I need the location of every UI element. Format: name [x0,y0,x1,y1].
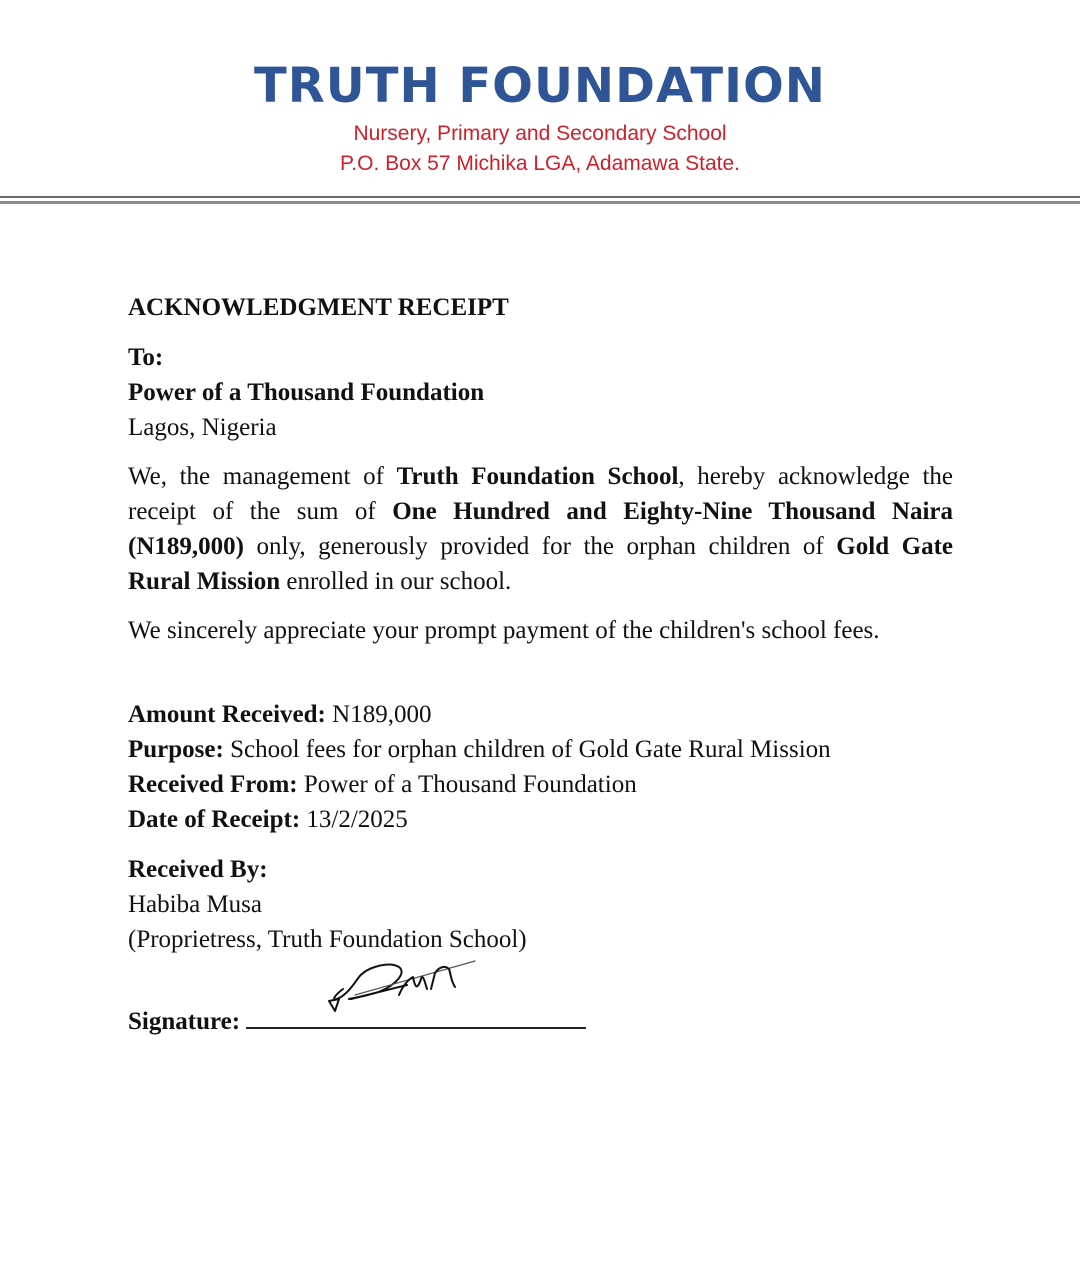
detail-value: 13/2/2025 [300,806,408,833]
detail-label: Purpose: [128,736,224,763]
handwritten-signature-icon [315,955,480,1020]
document-heading: ACKNOWLEDGMENT RECEIPT [128,294,509,321]
acknowledgment-paragraph [128,459,953,599]
detail-value: School fees for orphan children of Gold Gate Rural Mission [223,736,831,763]
organization-title: TRUTH FOUNDATION [254,58,826,114]
paragraph-text: enrolled in our school. [280,568,512,595]
receiver-title: (Proprietress, Truth Foundation School) [128,926,527,953]
detail-label: Date of Receipt: [128,806,301,833]
paragraph-text: , hereby acknowledge the receipt of the sum of [128,463,954,525]
mission-name: Gold Gate Rural Mission [128,533,953,595]
detail-date [128,802,953,837]
recipient-name: Power of a Thousand Foundation [128,379,485,406]
detail-label: Received From: [128,771,298,798]
detail-value: Power of a Thousand Foundation [297,771,637,798]
letterhead [0,0,1080,210]
detail-received-from [128,767,953,802]
appreciation-paragraph: We sincerely appreciate your prompt payment of the children's school fees. [128,617,880,644]
detail-amount [128,697,953,732]
recipient-location: Lagos, Nigeria [128,414,277,441]
received-by-label: Received By: [128,856,268,883]
header-divider-thick [0,201,1080,204]
signature-block [128,997,953,1039]
recipient-label: To: [128,344,164,371]
organization-address: P.O. Box 57 Michika LGA, Adamawa State. [340,152,740,175]
receiver-name: Habiba Musa [128,891,262,918]
paragraph-text: We, the management of [128,463,397,490]
school-name: Truth Foundation School [396,463,679,490]
detail-purpose [128,732,953,767]
detail-value: N189,000 [325,701,432,728]
detail-label: Amount Received: [128,701,326,728]
amount-words: One Hundred and Eighty-Nine Thousand Naira (N189,000) [128,498,953,560]
receipt-details [128,697,953,837]
header-divider-thin [0,196,1080,198]
received-by-block [128,852,953,957]
organization-subtitle: Nursery, Primary and Secondary School [353,122,727,145]
paragraph-text: only, generously provided for the orphan children of [243,533,837,560]
signature-label: Signature: [128,1008,241,1035]
recipient-block [128,340,953,445]
